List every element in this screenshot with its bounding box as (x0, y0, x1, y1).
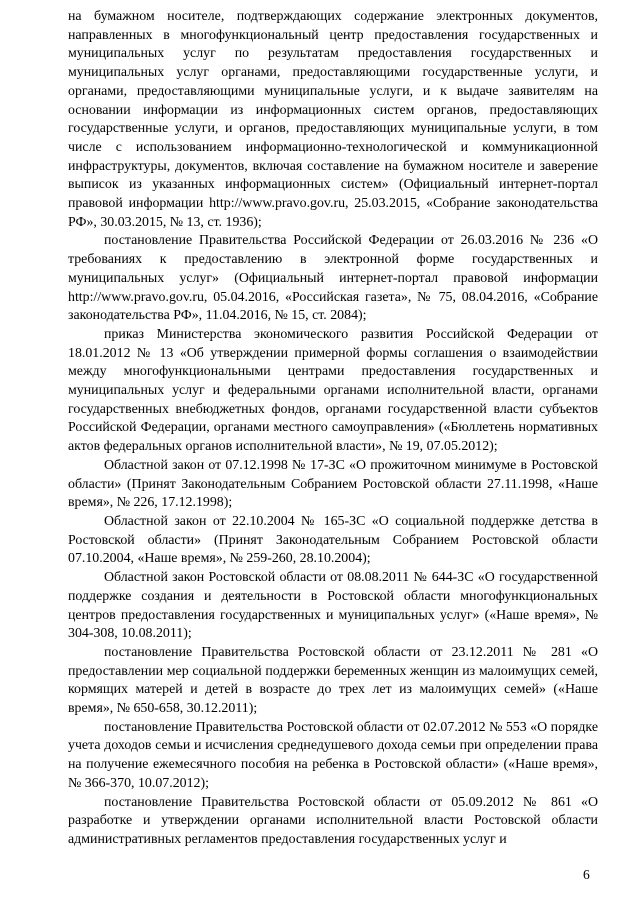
paragraph-continuation: на бумажном носителе, подтверждающих содержание электронных документов, направленных в многофункциональный центр предоставления государственных и муниципальных услуг по результатам предоставления государственных и муниципальных услуг органами, предоставляющими государственные услуги, и органами, предоставляющими муниципальные услуги, и к выдаче заявителям на основании информации из информационных систем органов, предоставляющих государственные услуги, и органов, предоставляющих муниципальные услуги, в том числе с использованием информационно-технологической и коммуникационной инфраструктуры, документов, включая составление на бумажном носителе и заверение выписок из указанных информационных систем» (Официальный интернет-портал правовой информации http://www.pravo.gov.ru, 25.03.2015, «Собрание законодательства РФ», 30.03.2015, № 13, ст. 1936); (68, 9, 598, 230)
paragraph-law-644-zs: Областной закон Ростовской области от 08.08.2011 № 644-ЗС «О государственной поддержке создания и деятельности в Ростовской области многофункциональных центров предоставления государственных и муниципальных услуг» («Наше время», № 304-308, 10.08.2011); (68, 570, 598, 642)
page-number: 6 (583, 867, 590, 882)
paragraph-resolution-281: постановление Правительства Ростовской области от 23.12.2011 № 281 «О предоставлении мер социальной поддержки беременных женщин из малоимущих семей, кормящих матерей и детей в возрасте до трех лет из малоимущих семей» («Наше время», № 650-658, 30.12.2011); (68, 644, 598, 717)
paragraph-law-17-zs: Областной закон от 07.12.1998 № 17-ЗС «О прожиточном минимуме в Ростовской области» (Принят Законодательным Собранием Ростовской области 27.11.1998, «Наше время», № 226, 17.12.1998); (68, 457, 598, 511)
paragraph-resolution-861: постановление Правительства Ростовской области от 05.09.2012 № 861 «О разработке и утверждении органами исполнительной власти Ростовской области административных регламентов предоставления государственных услуг и (68, 794, 598, 847)
paragraph-resolution-236: постановление Правительства Российской Федерации от 26.03.2016 № 236 «О требованиях к предоставлению в электронной форме государственных и муниципальных услуг» (Официальный интернет-портал правовой информации http://www.pravo.gov.ru, 05.04.2016, «Российская газета», № 75, 08.04.2016, «Собрание законодательства РФ», 11.04.2016, № 15, ст. 2084); (68, 233, 598, 324)
paragraph-resolution-553: постановление Правительства Ростовской области от 02.07.2012 № 553 «О порядке учета доходов семьи и исчисления среднедушевого дохода семьи при определении права на получение ежемесячного пособия на ребенка в Ростовской области» («Наше время», № 366-370, 10.07.2012); (68, 719, 598, 791)
document-body (68, 8, 598, 850)
paragraph-law-165-zs: Областной закон от 22.10.2004 № 165-ЗС «О социальной поддержке детства в Ростовской области» (Принят Законодательным Собранием Ростовской области 07.10.2004, «Наше время», № 259-260, 28.10.2004); (68, 513, 598, 567)
paragraph-order-13: приказ Министерства экономического развития Российской Федерации от 18.01.2012 № 13 «Об утверждении примерной формы соглашения о взаимодействии между многофункциональными центрами предоставления государственных и муниципальных услуг и федеральными органами исполнительной власти, органами государственных внебюджетных фондов, органами государственной власти субъектов Российской Федерации, органами местного самоуправления» («Бюллетень нормативных актов федеральных органов исполнительной власти», № 19, 07.05.2012); (68, 326, 598, 455)
